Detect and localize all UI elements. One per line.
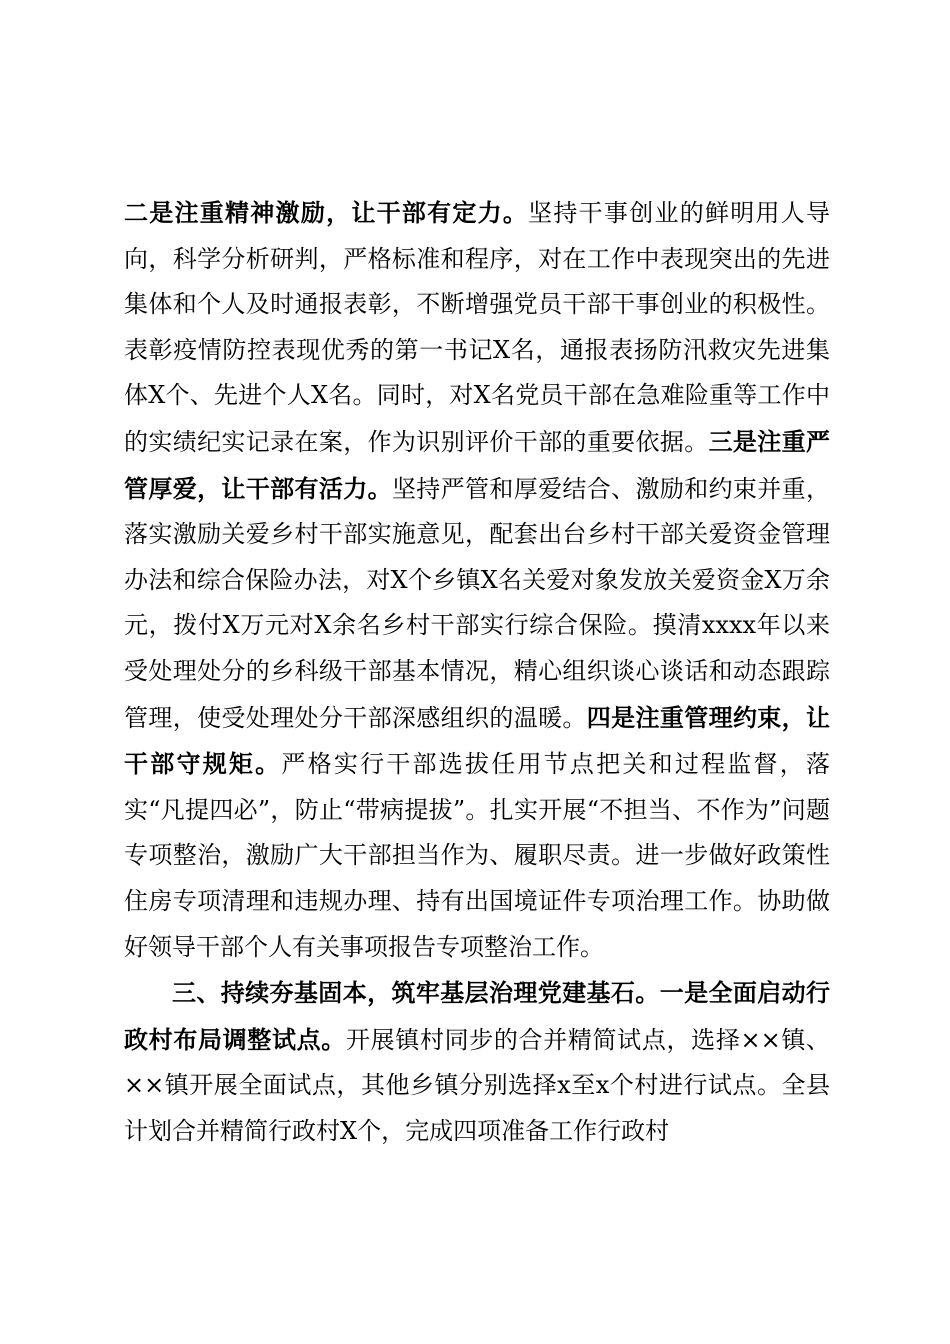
document-body xyxy=(124,190,830,1154)
heading-spiritual-incentive: 二是注重精神激励，让干部有定力。 xyxy=(124,198,529,227)
heading-grassroots-foundation: 三、持续夯基固本，筑牢基层治理党建基石。一是全面启动行政村布局调整试点。 xyxy=(124,978,830,1054)
body-text-spiritual-incentive: 坚持干事创业的鲜明用人导向，科学分析研判，严格标准和程序，对在工作中表现突出的先进集体和个人及时通报表彰，不断增强党员干部干事创业的积极性。表彰疫情防控表现优秀的第一书记X名，通报表扬防汛救灾先进集体X个、先进个人X名。同时，对X名党员干部在急难险重等工作中的实绩纪实记录在案，作为识别评价干部的重要依据。 xyxy=(124,199,831,456)
body-text-strict-care: 坚持严管和厚爱结合、激励和约束并重，落实激励关爱乡村干部实施意见，配套出台乡村干部关爱资金管理办法和综合保险办法，对X个乡镇X名关爱对象发放关爱资金X万余元，拨付X万元对X余名乡村干部实行综合保险。摸清xxxx年以来受处理处分的乡科级干部基本情况，精心组织谈心谈话和动态跟踪管理，使受处理处分干部深感组织的温暖。 xyxy=(124,474,831,732)
heading-strict-care: 三是注重严管厚爱，让干部有活力。 xyxy=(124,426,831,503)
heading-management-constraint: 四是注重管理约束，让干部守规矩。 xyxy=(124,702,831,779)
paragraph-cadre-management xyxy=(124,190,830,970)
body-text-village-adjustment: 开展镇村同步的合并精简试点，选择××镇、××镇开展全面试点，其他乡镇分别选择x至x个村进行试点。全县计划合并精简行政村X个，完成四项准备工作行政村 xyxy=(124,1025,831,1145)
paragraph-grassroots-foundation xyxy=(124,970,830,1154)
body-text-management-constraint: 严格实行干部选拔任用节点把关和过程监督，落实“凡提四必”，防止“带病提拔”。扎实开展“不担当、不作为”问题专项整治，激励广大干部担当作为、履职尽责。进一步做好政策性住房专项清理和违规办理、持有出国境证件专项治理工作。协助做好领导干部个人有关事项报告专项整治工作。 xyxy=(124,750,831,961)
